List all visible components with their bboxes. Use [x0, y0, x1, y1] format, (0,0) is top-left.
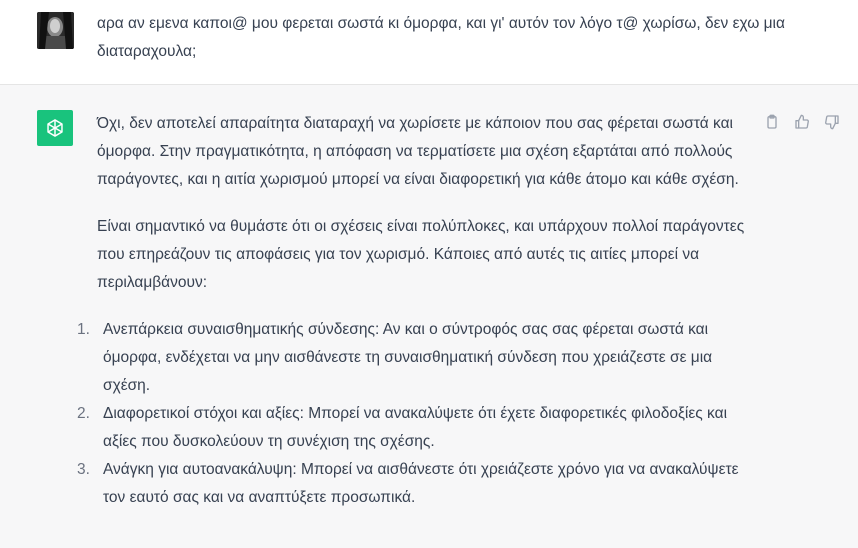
list-number: 3.	[77, 461, 90, 478]
openai-logo-icon	[44, 117, 66, 139]
thumbs-up-icon	[794, 114, 810, 130]
list-item	[77, 456, 757, 512]
assistant-message-row	[0, 85, 858, 548]
user-message-text: αρα αν εμενα καποι@ μου φερεται σωστά κι όμορφα, και γι' αυτόν τον λόγο τ@ χωρίσω, δεν εχω μια διαταραχουλα;	[97, 15, 785, 60]
thumbs-up-button[interactable]	[790, 112, 814, 132]
assistant-message-text	[77, 110, 757, 512]
list-item	[77, 316, 757, 400]
reasons-list	[77, 316, 757, 512]
list-number: 2.	[77, 405, 90, 422]
user-message-row	[0, 0, 858, 85]
list-item-text: Ανάγκη για αυτοανακάλυψη: Μπορεί να αισθάνεστε ότι χρειάζεστε χρόνο για να ανακαλύψετε τον εαυτό σας και να αναπτύξετε προσωπικά.	[103, 461, 739, 506]
list-item-text: Ανεπάρκεια συναισθηματικής σύνδεσης: Αν και ο σύντροφός σας σας φέρεται σωστά και όμορφα, ενδέχεται να μην αισθάνεστε τη συναισθηματική σύνδεση που χρειάζεστε σε μια σχέση.	[103, 321, 713, 394]
list-item-text: Διαφορετικοί στόχοι και αξίες: Μπορεί να ανακαλύψετε ότι έχετε διαφορετικές φιλοδοξίες και αξίες που δυσκολεύουν τη συνέχιση της σχέσης.	[103, 405, 728, 450]
assistant-paragraph: Είναι σημαντικό να θυμάστε ότι οι σχέσεις είναι πολύπλοκες, και υπάρχουν πολλοί παράγοντες που επηρεάζουν τις αποφάσεις για τον χωρισμό. Κάποιες από αυτές τις αιτίες μπορεί να περιλαμβάνουν:	[97, 218, 745, 291]
assistant-avatar	[37, 110, 73, 146]
assistant-paragraph: Όχι, δεν αποτελεί απαραίτητα διαταραχή να χωρίσετε με κάποιον που σας φέρεται σωστά και όμορφα. Στην πραγματικότητα, η απόφαση να τερματίσετε μια σχέση εξαρτάται από πολλούς παράγοντες, και η αιτία χωρισμού μπορεί να είναι διαφορετική για κάθε άτομο και κάθε σχέση.	[97, 115, 739, 188]
user-photo-avatar-icon	[37, 12, 74, 49]
list-number: 1.	[77, 321, 90, 338]
thumbs-down-button[interactable]	[820, 112, 844, 132]
user-avatar	[37, 12, 74, 49]
clipboard-icon	[764, 114, 780, 130]
thumbs-down-icon	[824, 114, 840, 130]
copy-button[interactable]	[760, 112, 784, 132]
list-item	[77, 400, 757, 456]
message-actions	[760, 112, 844, 132]
